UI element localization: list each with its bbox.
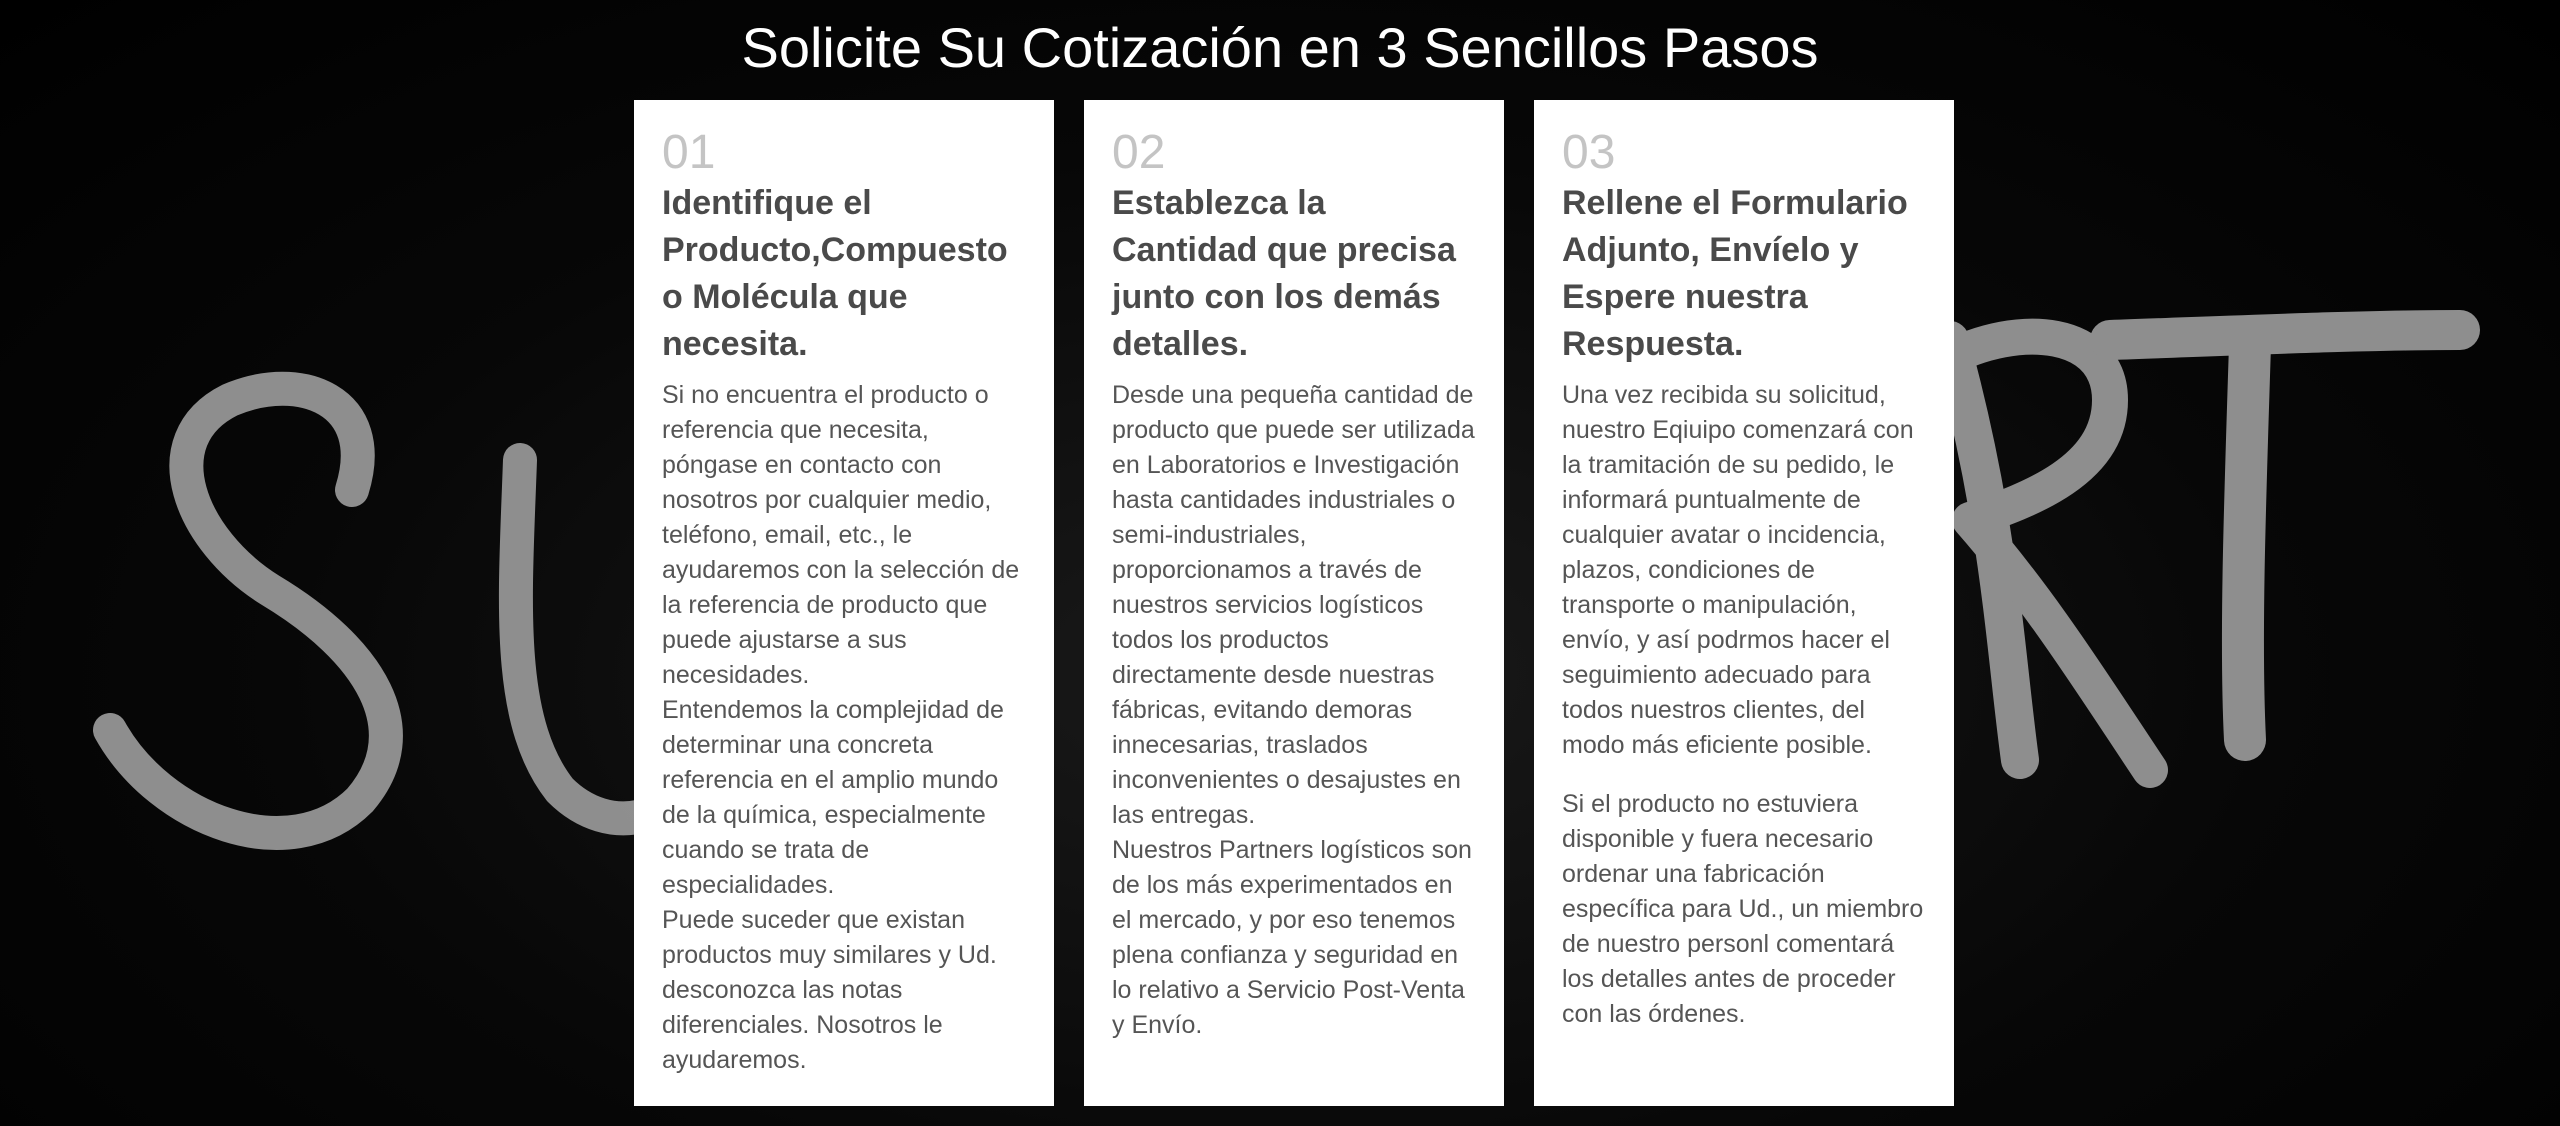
step-paragraph: Entendemos la complejidad de determinar una concreta referencia en el amplio mundo de la química, especialmente cuando se trata de especialidades. [662, 696, 1004, 899]
step-paragraph: Nuestros Partners logísticos son de los más experimentados en el mercado, y por eso tenemos plena confianza y seguridad en lo relativo a Servicio Post-Venta y Envío. [1112, 836, 1472, 1039]
step-card-2 [1084, 100, 1504, 1106]
step-title: Identifique el Producto,Compuesto o Molécula que necesita. [662, 184, 1008, 363]
step-number: 01 [662, 126, 716, 179]
step-title: Establezca la Cantidad que precisa junto con los demás detalles. [1112, 184, 1456, 363]
step-paragraph: Puede suceder que existan productos muy similares y Ud. desconozca las notas diferenciales. Nosotros le ayudaremos. [662, 906, 997, 1074]
step-card-1 [634, 100, 1054, 1106]
step-number: 03 [1562, 126, 1616, 179]
step-number: 02 [1112, 126, 1166, 179]
page-title: Solicite Su Cotización en 3 Sencillos Pasos [741, 16, 1819, 79]
steps-container [634, 100, 1956, 1106]
step-paragraph: Una vez recibida su solicitud, nuestro Eqiuipo comenzará con la tramitación de su pedido, le informará puntualmente de cualquier avatar o incidencia, plazos, condiciones de transporte o manipulación, envío, y así podrmos hacer el seguimiento adecuado para todos nuestros clientes, del modo más eficiente posible. [1562, 381, 1914, 759]
step-paragraph: Desde una pequeña cantidad de producto que puede ser utilizada en Laboratorios e Investigación hasta cantidades industriales o semi-industriales, proporcionamos a través de nuestros servicios logísticos todos los productos directamente desde nuestras fábricas, evitando demoras innecesarias, traslados inconvenientes o desajustes en las entregas. [1112, 381, 1475, 829]
step-paragraph: Si no encuentra el producto o referencia que necesita, póngase en contacto con nosotros por cualquier medio, teléfono, email, etc., le ayudaremos con la selección de la referencia de producto que puede ajustarse a sus necesidades. [662, 381, 1020, 689]
step-card-3 [1534, 100, 1954, 1106]
step-paragraph: Si el producto no estuviera disponible y fuera necesario ordenar una fabricación específica para Ud., un miembro de nuestro personl comentará los detalles antes de proceder con las órdenes. [1562, 790, 1924, 1028]
step-title: Rellene el Formulario Adjunto, Envíelo y Espere nuestra Respuesta. [1562, 184, 1908, 363]
